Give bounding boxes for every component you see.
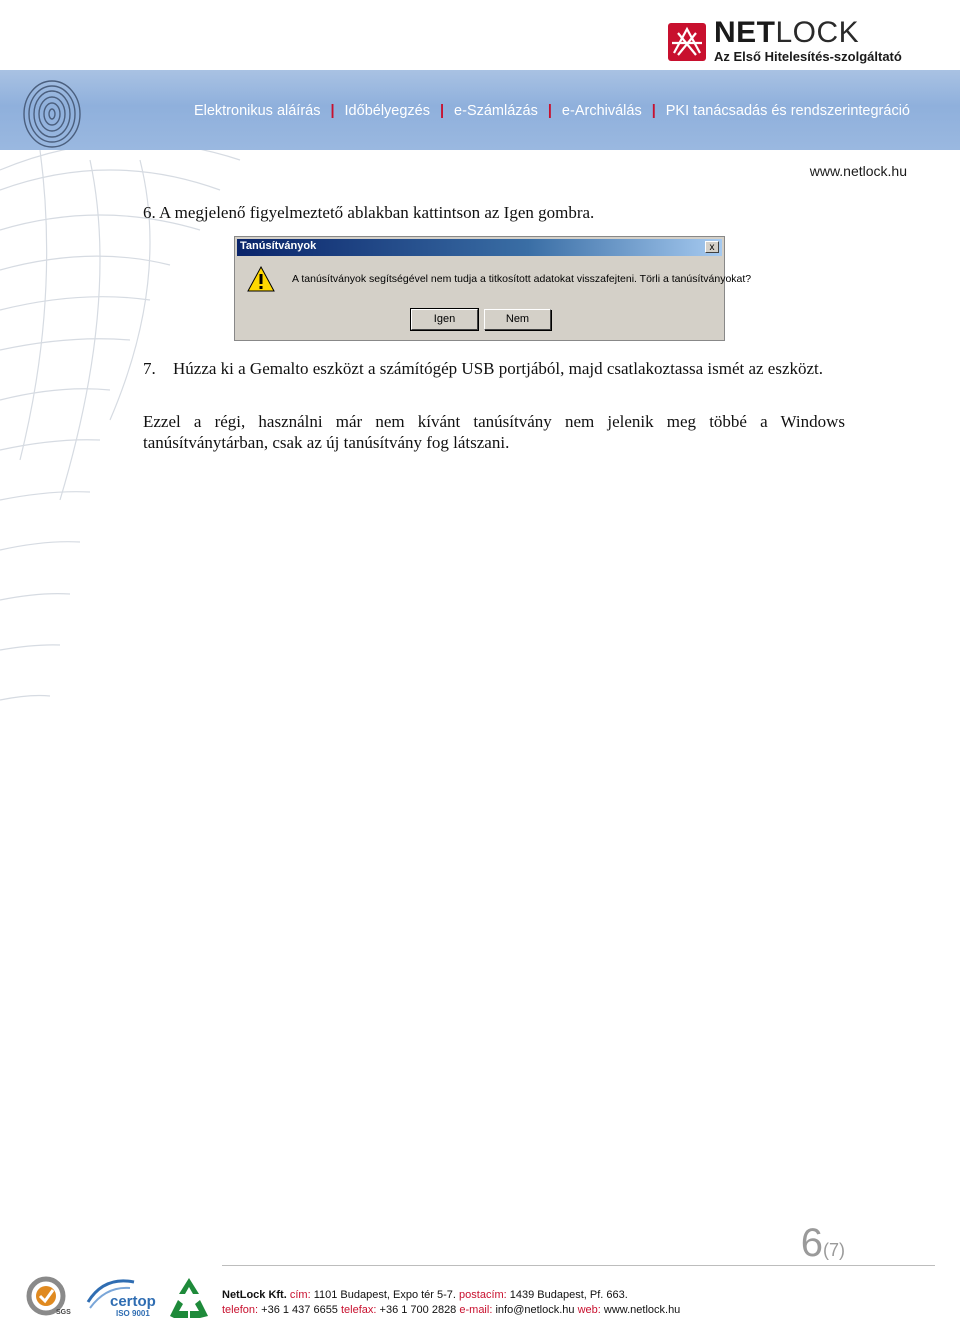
recycle-icon — [166, 1276, 212, 1320]
email-link[interactable]: info@netlock.hu — [495, 1304, 575, 1316]
address-label: cím: — [289, 1289, 311, 1301]
netlock-logo-mark-icon — [668, 23, 706, 61]
page-number — [801, 1221, 845, 1266]
fingerprint-icon — [14, 74, 84, 148]
step-6-text: 6. A megjelenő figyelmeztető ablakban kattintson az Igen gombra. — [143, 203, 595, 222]
footer-divider — [222, 1265, 935, 1266]
nav-item-e-invoicing[interactable]: e-Számlázás — [454, 103, 538, 119]
page-total: (7) — [823, 1240, 845, 1260]
header-site-url[interactable]: www.netlock.hu — [809, 163, 907, 179]
nav-separator: | — [547, 103, 552, 119]
web-label: web: — [577, 1304, 601, 1316]
step-7-text: Húzza ki a Gemalto eszközt a számítógép USB portjából, majd csatlakoztassa ismét az eszközt. — [173, 359, 824, 378]
nav-item-pki-consulting[interactable]: PKI tanácsadás és rendszerintegráció — [665, 103, 910, 119]
header-banner — [0, 70, 960, 150]
address: 1101 Budapest, Expo tér 5-7. — [313, 1289, 456, 1301]
dialog-title: Tanúsítványok — [240, 240, 317, 252]
nav-item-e-archiving[interactable]: e-Archiválás — [561, 103, 642, 119]
company-name: NetLock Kft. — [222, 1289, 287, 1301]
dialog-close-button[interactable]: x — [705, 241, 719, 253]
netlock-logo — [668, 16, 928, 66]
sgs-label: SGS — [56, 1309, 71, 1316]
yes-button[interactable]: Igen — [411, 309, 478, 330]
postal-label: postacím: — [459, 1289, 507, 1301]
footer-contact — [222, 1288, 680, 1318]
page-current: 6 — [800, 1221, 823, 1265]
step-7 — [143, 358, 845, 379]
nav-item-timestamp[interactable]: Időbélyegzés — [344, 103, 430, 119]
footer-line-2 — [222, 1303, 680, 1318]
postal-address: 1439 Budapest, Pf. 663. — [509, 1289, 628, 1301]
step-7-number: 7. — [143, 359, 156, 378]
logo-wordmark: NETLOCK — [714, 16, 860, 49]
phone: +36 1 437 6655 — [261, 1304, 338, 1316]
footer-line-1 — [222, 1288, 680, 1303]
nav-separator: | — [651, 103, 656, 119]
iso-label: ISO 9001 — [116, 1309, 150, 1318]
nav-separator: | — [330, 103, 335, 119]
service-nav — [194, 103, 910, 119]
web-link[interactable]: www.netlock.hu — [603, 1304, 681, 1316]
fax-label: telefax: — [341, 1304, 377, 1316]
confirm-dialog — [234, 236, 752, 341]
certop-label: certop — [110, 1293, 156, 1310]
warning-icon — [247, 265, 275, 293]
nav-separator: | — [439, 103, 445, 119]
no-button[interactable]: Nem — [484, 309, 551, 330]
nav-item-electronic-signature[interactable]: Elektronikus aláírás — [193, 103, 321, 119]
email-label: e-mail: — [459, 1304, 493, 1316]
result-paragraph: Ezzel a régi, használni már nem kívánt tanúsítvány nem jelenik meg többé a Windows tanúsítványtárban, csak az új tanúsítvány fog látszani. — [143, 412, 845, 452]
logo-tagline: Az Első Hitelesítés-szolgáltató — [714, 49, 902, 64]
fax: +36 1 700 2828 — [379, 1304, 457, 1316]
phone-label: telefon: — [222, 1304, 259, 1316]
dialog-title-bar — [237, 239, 722, 256]
dialog-message: A tanúsítványok segítségével nem tudja a titkosított adatokat visszafejteni. Törli a tanúsítványokat? — [292, 273, 752, 285]
